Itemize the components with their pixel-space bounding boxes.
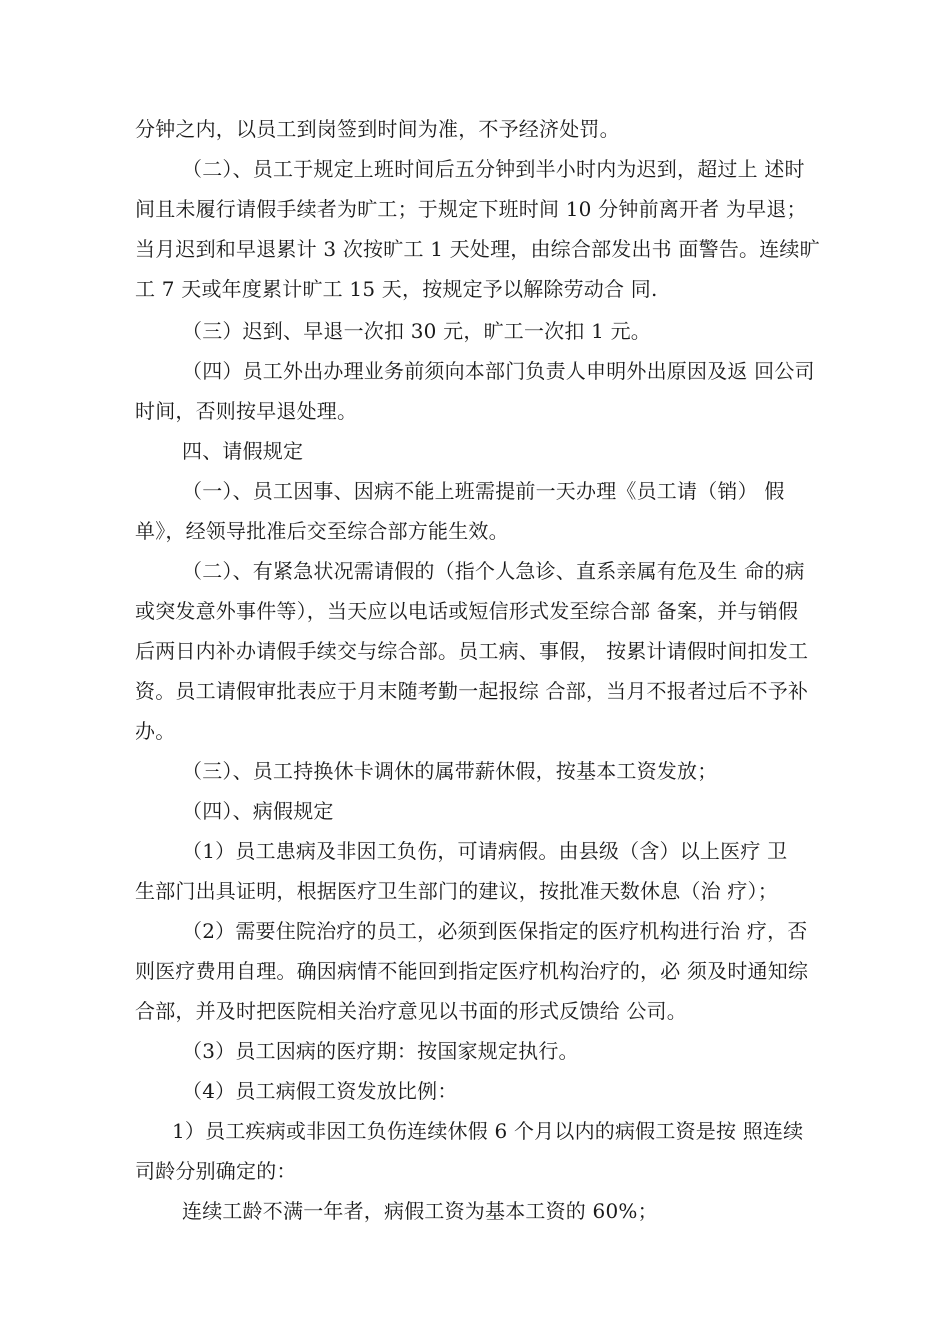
text-line-21: （2）需要住院治疗的员工，必须到医保指定的医疗机构进行治 疗，否 (182, 919, 808, 943)
text-line-13: 或突发意外事件等），当天应以电话或短信形式发至综合部 备案，并与销假 (135, 599, 799, 623)
text-line-20: 生部门出具证明，根据医疗卫生部门的建议，按批准天数休息（治 疗）； (135, 879, 778, 903)
text-line-24: （3）员工因病的医疗期：按国家规定执行。 (182, 1039, 579, 1063)
text-line-28: 连续工龄不满一年者，病假工资为基本工资的 60%； (182, 1199, 658, 1223)
text-line-14: 后两日内补办请假手续交与综合部。员工病、事假， 按累计请假时间扣发工 (135, 639, 809, 663)
text-line-6: （三）迟到、早退一次扣 30 元，旷工一次扣 1 元。 (182, 319, 652, 343)
text-line-4: 当月迟到和早退累计 3 次按旷工 1 天处理，由综合部发出书 面警告。连续旷 (135, 237, 820, 261)
section-heading-leave: 四、请假规定 (182, 439, 304, 463)
text-line-19: （1）员工患病及非因工负伤，可请病假。由县级（含）以上医疗 卫 (182, 839, 788, 863)
text-line-8: 时间，否则按早退处理。 (135, 399, 358, 423)
text-line-2: （二）、员工于规定上班时间后五分钟到半小时内为迟到，超过上 述时 (182, 157, 805, 181)
text-line-3: 间且未履行请假手续者为旷工；于规定下班时间 10 分钟前离开者 为早退； (135, 197, 807, 221)
text-line-12: （二）、有紧急状况需请假的（指个人急诊、直系亲属有危及生 命的病 (182, 559, 805, 583)
text-line-26: 1）员工疾病或非因工负伤连续休假 6 个月以内的病假工资是按 照连续 (172, 1119, 804, 1143)
text-line-10: （一）、员工因事、因病不能上班需提前一天办理《员工请（销） 假 (182, 479, 785, 503)
text-line-5: 工 7 天或年度累计旷工 15 天，按规定予以解除劳动合 同. (135, 277, 658, 301)
text-line-16: 办。 (135, 719, 176, 743)
text-line-25: （4）员工病假工资发放比例： (182, 1079, 458, 1103)
text-line-7: （四）员工外出办理业务前须向本部门负责人申明外出原因及返 回公司 (182, 359, 815, 383)
text-line-23: 合部，并及时把医院相关治疗意见以书面的形式反馈给 公司。 (135, 999, 687, 1023)
text-line-11: 单》，经领导批准后交至综合部方能生效。 (135, 519, 509, 543)
text-line-27: 司龄分别确定的： (135, 1159, 297, 1183)
text-line-15: 资。员工请假审批表应于月末随考勤一起报综 合部，当月不报者过后不予补 (135, 679, 809, 703)
text-line-17: （三）、员工持换休卡调休的属带薪休假，按基本工资发放； (182, 759, 718, 783)
text-line-22: 则医疗费用自理。确因病情不能回到指定医疗机构治疗的，必 须及时通知综 (135, 959, 809, 983)
text-line-18: （四）、病假规定 (182, 799, 334, 823)
text-line-1: 分钟之内，以员工到岗签到时间为准，不予经济处罚。 (135, 117, 620, 141)
